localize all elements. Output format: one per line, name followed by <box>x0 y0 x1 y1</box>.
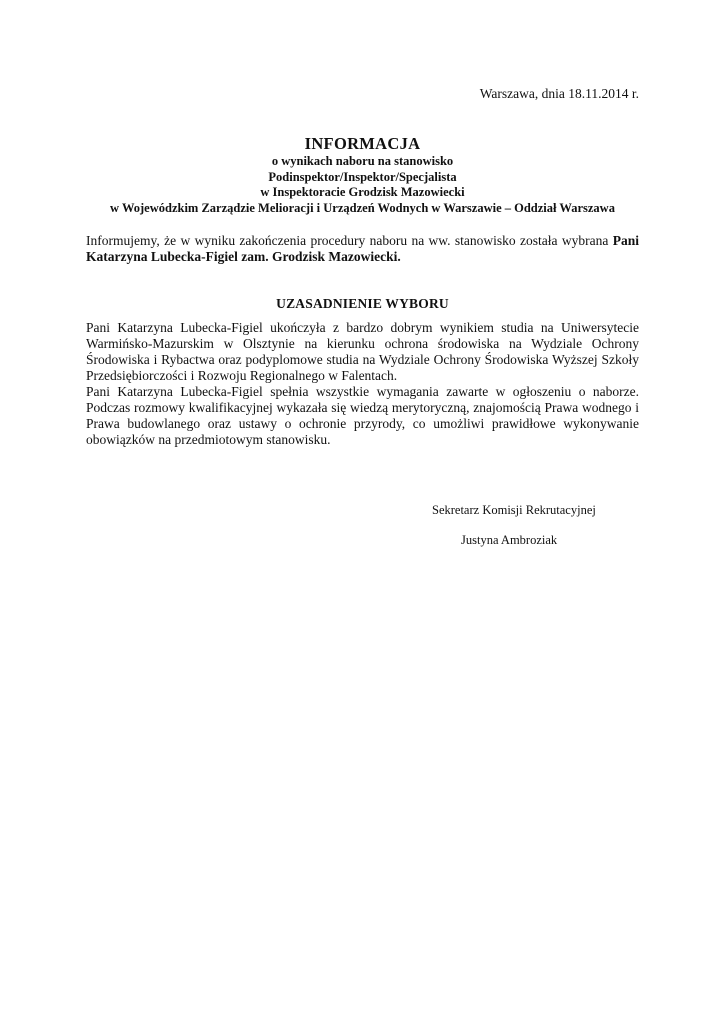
document-title: INFORMACJA <box>304 134 421 153</box>
signature-name: Justyna Ambroziak <box>461 533 558 547</box>
justification-paragraph-1: Pani Katarzyna Lubecka-Figiel ukończyła z bardzo dobrym wynikiem studia na Uniwersytecie Warmińsko-Mazurskim w Olsztynie na kierunku ochrona środowiska na Wydziale Ochrony Środowiska i Rybactwa oraz podyplomowe studia na Wydziale Ochrony Środowiska Wyższej Szkoły Przedsiębiorczości i Rozwoju Regionalnego w Falentach. <box>86 320 639 383</box>
signature-role: Sekretarz Komisji Rekrutacyjnej <box>432 503 596 517</box>
document-header <box>60 134 665 216</box>
selected-candidate: Pani Katarzyna Lubecka-Figiel zam. Grodzisk Mazowiecki. <box>86 233 640 264</box>
header-line-1: o wynikach naboru na stanowisko <box>271 154 454 168</box>
justification-title: UZASADNIENIE WYBORU <box>276 296 449 311</box>
document-date: Warszawa, dnia 18.11.2014 r. <box>479 86 639 101</box>
info-text: Informujemy, że w wyniku zakończenia procedury naboru na ww. stanowisko została wybrana <box>86 233 609 248</box>
header-line-3: w Inspektoracie Grodzisk Mazowiecki <box>260 185 465 199</box>
justification-paragraph-2: Pani Katarzyna Lubecka-Figiel spełnia wszystkie wymagania zawarte w ogłoszeniu o naborze. Podczas rozmowy kwalifikacyjnej wykazała się wiedzą merytoryczną, znajomością Prawa wodnego i Prawa budowlanego oraz ustawy o ochronie przyrody, co umożliwi prawidłowe wykonywanie obowiązków na przedmiotowym stanowisku. <box>86 384 639 447</box>
info-paragraph <box>86 233 639 265</box>
header-line-2: Podinspektor/Inspektor/Specjalista <box>268 169 457 184</box>
header-line-4: w Wojewódzkim Zarządzie Melioracji i Urządzeń Wodnych w Warszawie – Oddział Warszawa <box>110 200 615 215</box>
signature-block <box>432 502 632 548</box>
justification-text <box>86 320 639 448</box>
